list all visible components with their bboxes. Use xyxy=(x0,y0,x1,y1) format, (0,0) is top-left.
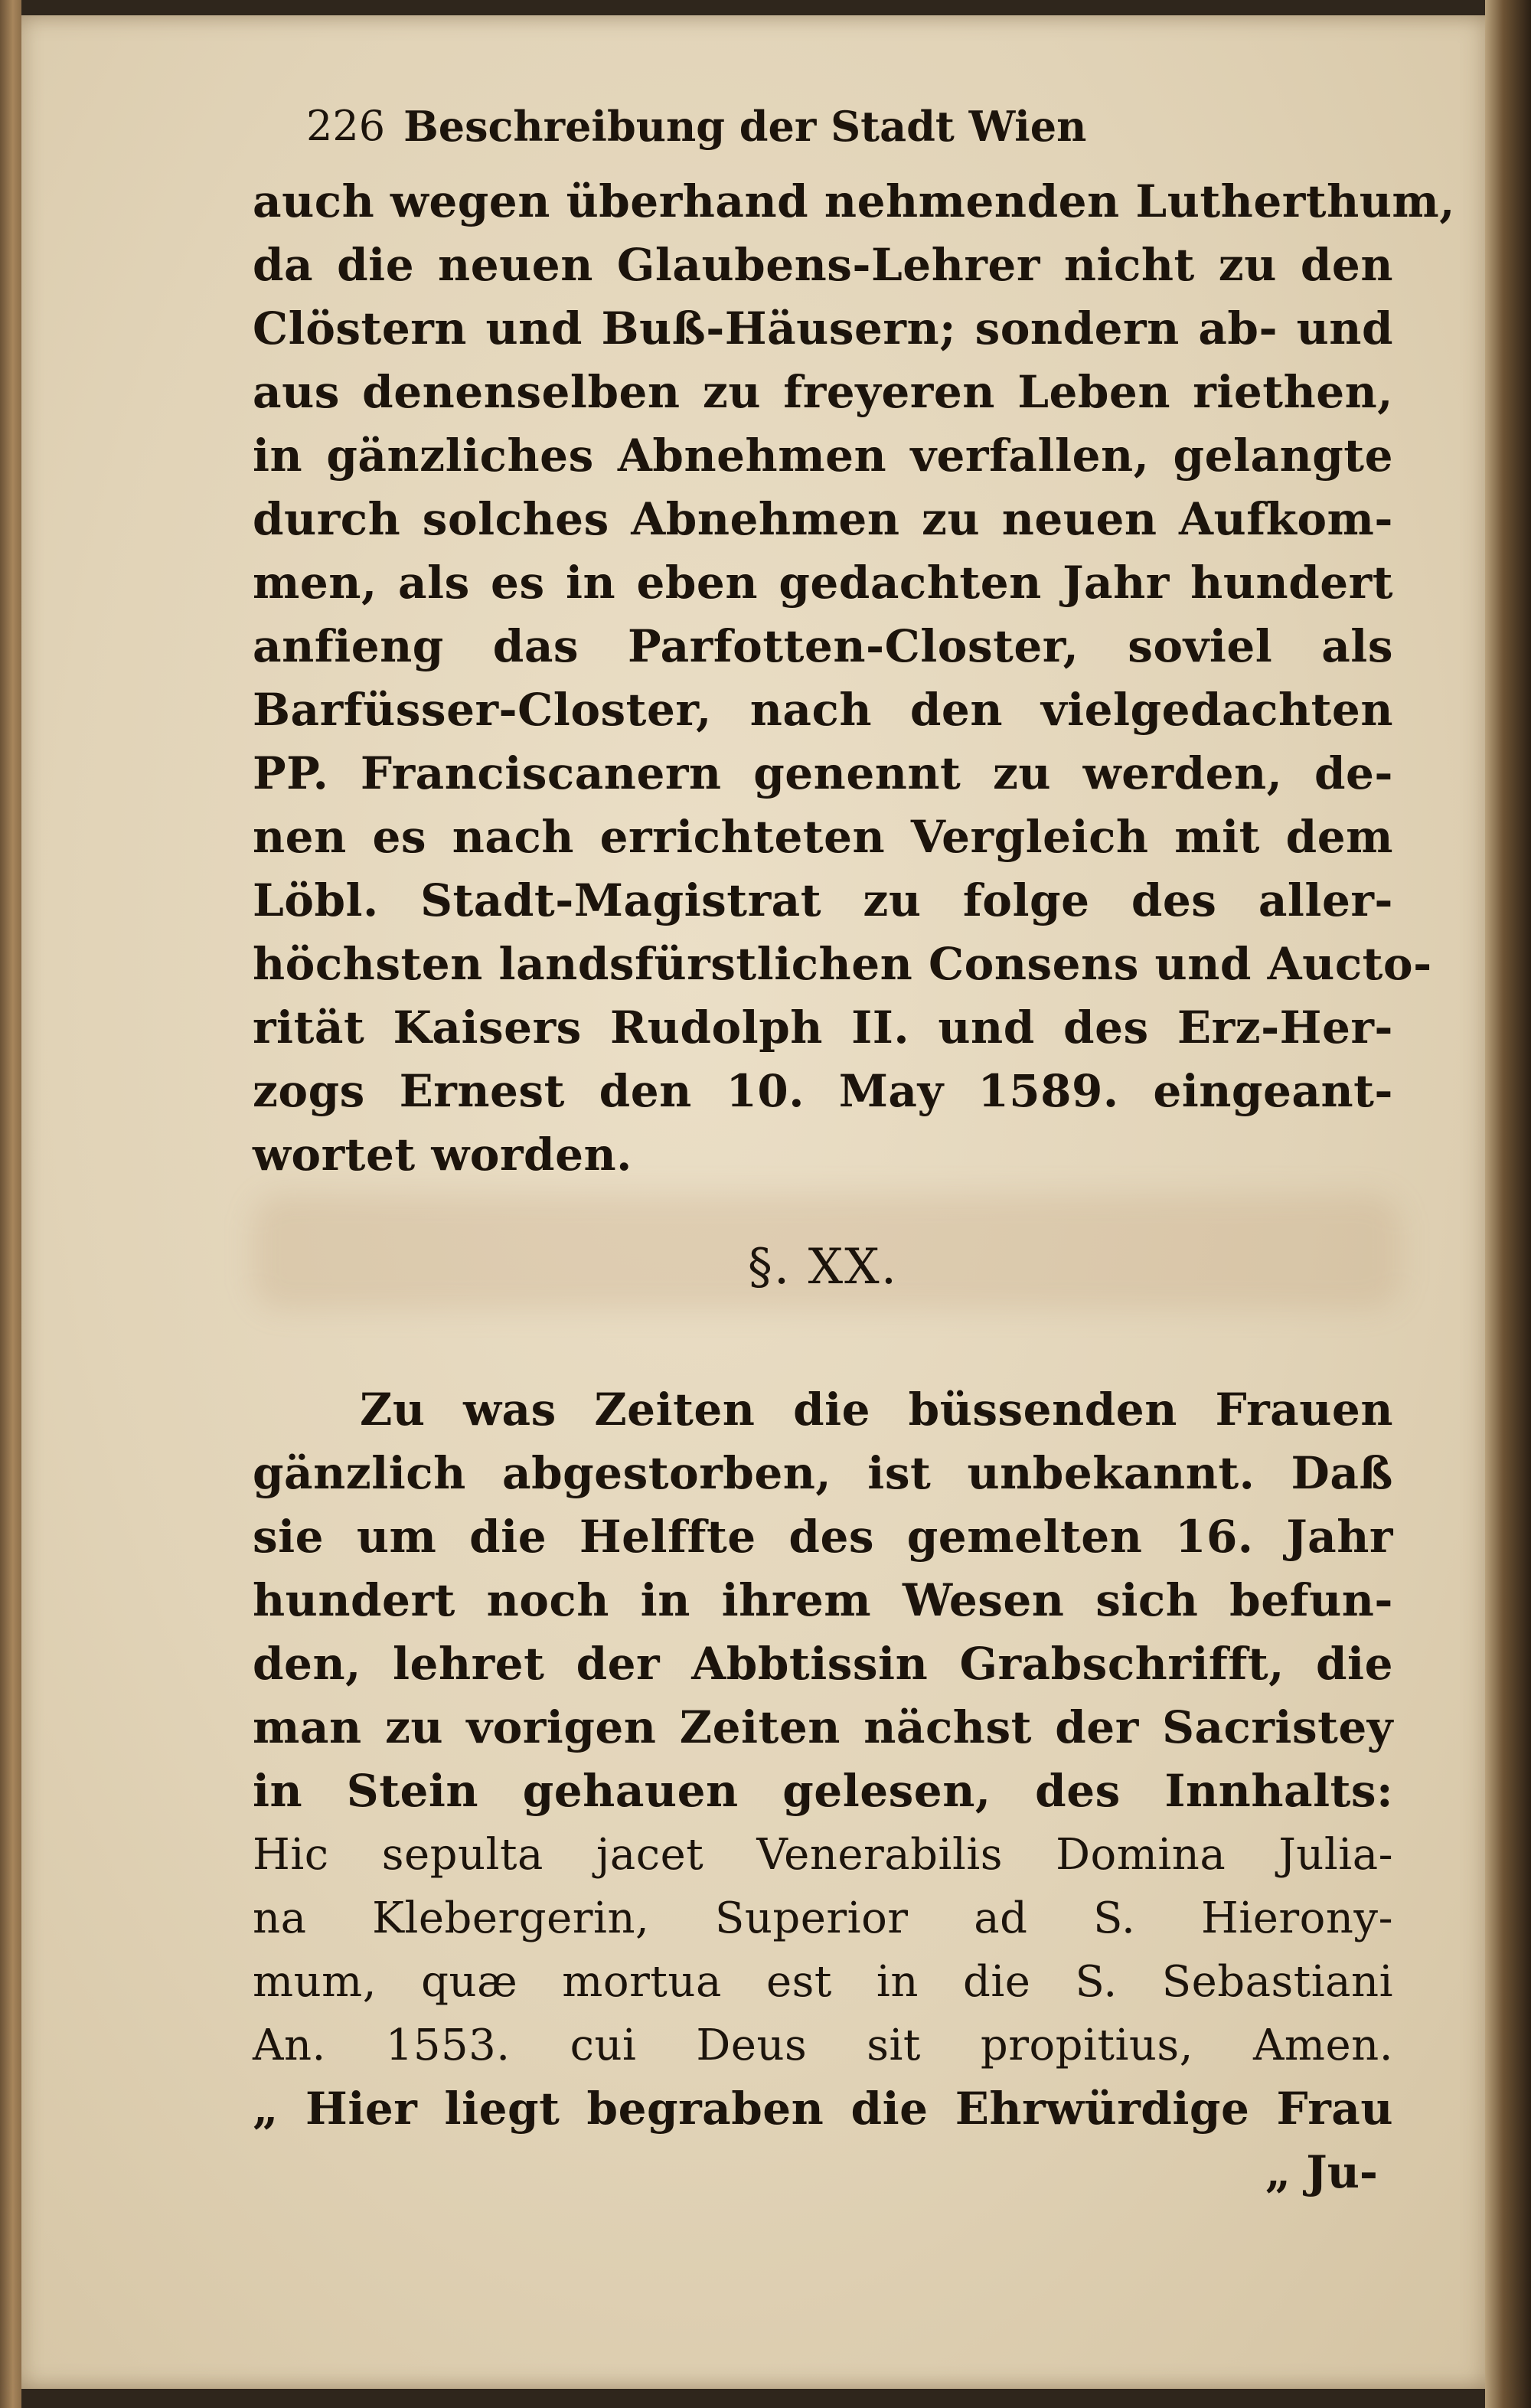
latin-inscription xyxy=(253,1823,1393,2077)
text-line: hundert noch in ihrem Wesen sich befun- xyxy=(253,1574,1393,1626)
text-line: PP. Franciscanern genennt zu werden, de- xyxy=(253,747,1393,799)
text-line: wortet worden. xyxy=(253,1129,632,1181)
translation-line: „ Hier liegt begraben die Ehrwürdige Frau xyxy=(253,2083,1393,2135)
text-line: sie um die Helffte des gemelten 16. Jahr xyxy=(253,1511,1393,1563)
text-line: men, als es in eben gedachten Jahr hundert xyxy=(253,557,1393,609)
text-line: den, lehret der Abbtissin Grabschrifft, die xyxy=(253,1638,1393,1690)
latin-line: mum, quæ mortua est in die S. Sebastiani xyxy=(253,1957,1393,2007)
text-line: zogs Ernest den 10. May 1589. eingeant- xyxy=(253,1065,1393,1117)
text-line: Löbl. Stadt-Magistrat zu folge des aller- xyxy=(253,874,1393,926)
catchword: „ Ju- xyxy=(1265,2146,1378,2198)
text-line: aus denenselben zu freyeren Leben riethen, xyxy=(253,366,1393,418)
page-number: 226 xyxy=(306,102,386,150)
text-line: Barfüsser-Closter, nach den vielgedachten xyxy=(253,684,1393,736)
left-page-edge xyxy=(0,0,21,2408)
text-line: durch solches Abnehmen zu neuen Aufkom- xyxy=(253,493,1393,545)
text-line: auch wegen überhand nehmenden Lutherthum, xyxy=(253,175,1455,227)
paragraph-1 xyxy=(253,170,1455,1187)
latin-line: na Klebergerin, Superior ad S. Hierony- xyxy=(253,1893,1393,1943)
text-line: nen es nach errichteten Vergleich mit dem xyxy=(253,811,1393,863)
text-line: in Stein gehauen gelesen, des Innhalts: xyxy=(253,1765,1393,1817)
page-content xyxy=(253,100,1455,2204)
paragraph-2 xyxy=(253,1378,1393,1823)
text-line: man zu vorigen Zeiten nächst der Sacristey xyxy=(253,1701,1393,1753)
text-line: höchsten landsfürstlichen Consens und Aucto- xyxy=(253,938,1432,990)
latin-line: Hic sepulta jacet Venerabilis Domina Julia- xyxy=(253,1830,1393,1880)
text-line: Clöstern und Buß-Häusern; sondern ab- und xyxy=(253,302,1393,355)
running-title: Beschreibung der Stadt Wien xyxy=(403,102,1087,151)
text-line: gänzlich abgestorben, ist unbekannt. Daß xyxy=(253,1447,1393,1499)
latin-line: An. 1553. cui Deus sit propitius, Amen. xyxy=(253,2021,1393,2070)
binding-gutter xyxy=(1485,0,1531,2408)
text-line: anfieng das Parfotten-Closter, soviel als xyxy=(253,620,1393,672)
text-line: Zu was Zeiten die büssenden Frauen xyxy=(360,1384,1393,1436)
text-line: in gänzliches Abnehmen verfallen, gelangte xyxy=(253,430,1393,482)
section-heading: §. XX. xyxy=(747,1239,899,1295)
running-head xyxy=(253,100,1393,161)
text-line: rität Kaisers Rudolph II. und des Erz-Her- xyxy=(253,1001,1393,1054)
text-line: da die neuen Glaubens-Lehrer nicht zu den xyxy=(253,239,1393,291)
